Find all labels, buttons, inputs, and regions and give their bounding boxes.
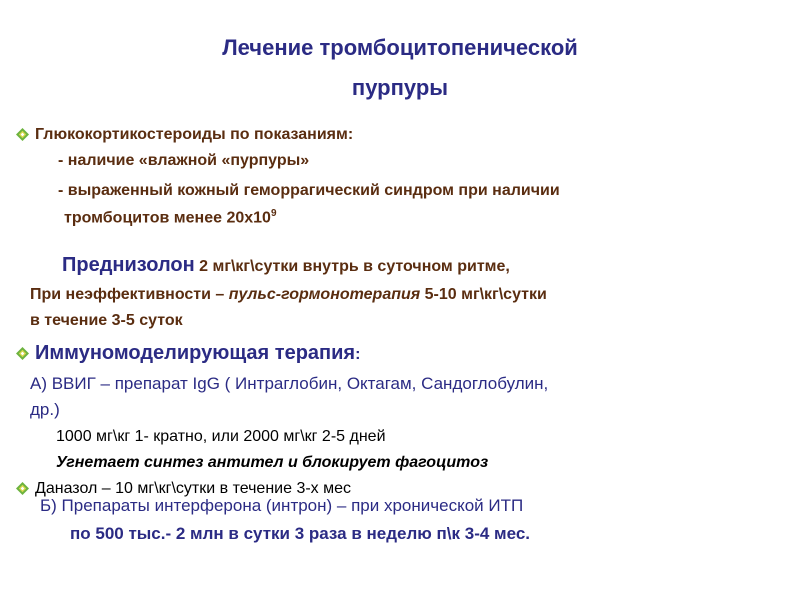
pulse-therapy: пульс-гормонотерапия xyxy=(228,286,421,303)
ivig-dose: 1000 мг\кг 1- кратно, или 2000 мг\кг 2-5 дней xyxy=(56,428,386,445)
ivig-line-continued: др.) xyxy=(30,400,60,419)
ivig-line: А) ВВИГ – препарат IgG ( Интраглобин, Октагам, Сандоглобулин, xyxy=(30,374,549,393)
section-glucocorticoids-heading xyxy=(16,126,353,144)
ineffective-lead: При неэффективности – xyxy=(30,286,229,303)
indication-platelet-count xyxy=(64,208,277,227)
ineffective-line xyxy=(30,286,547,304)
slide-title-line2: пурпуры xyxy=(351,75,449,100)
immunomodulating-heading-text: Иммуномоделирующая терапия xyxy=(35,342,356,364)
interferon-line2: по 500 тыс.- 2 млн в сутки 3 раза в неделю п\к 3-4 мес. xyxy=(70,524,531,543)
platelet-count-exponent: 9 xyxy=(270,208,277,219)
ivig-effect: Угнетает синтез антител и блокирует фагоцитоз xyxy=(56,454,489,471)
interferon-line1: Б) Препараты интерферона (интрон) – при хронической ИТП xyxy=(40,496,524,515)
diamond-bullet-icon xyxy=(16,482,29,495)
prednisolone-dose: 2 мг\кг\сутки внутрь в суточном ритме, xyxy=(194,258,510,275)
indication-hemorrhagic-syndrome: - выраженный кожный геморрагический синдром при наличии xyxy=(58,182,560,199)
platelet-count-text: тромбоцитов менее 20х10 xyxy=(64,209,271,227)
glucocorticoids-heading-text: Глюкокортикостероиды по показаниям: xyxy=(35,126,354,143)
pulse-therapy-duration: в течение 3-5 суток xyxy=(30,312,183,329)
heading-colon: : xyxy=(355,346,361,363)
danazol-text: Даназол – 10 мг\кг\сутки в течение 3-х мес xyxy=(35,480,352,497)
diamond-bullet-icon xyxy=(16,347,29,360)
slide-title-line1: Лечение тромбоцитопенической xyxy=(222,35,578,60)
diamond-bullet-icon xyxy=(16,128,29,141)
prednisolone-name: Преднизолон xyxy=(62,254,195,276)
section-immunomodulating-heading xyxy=(16,342,360,365)
prednisolone-line xyxy=(62,254,510,277)
indication-wet-purpura: - наличие «влажной «пурпуры» xyxy=(58,152,310,169)
pulse-therapy-dose: 5-10 мг\кг\сутки xyxy=(420,286,547,303)
